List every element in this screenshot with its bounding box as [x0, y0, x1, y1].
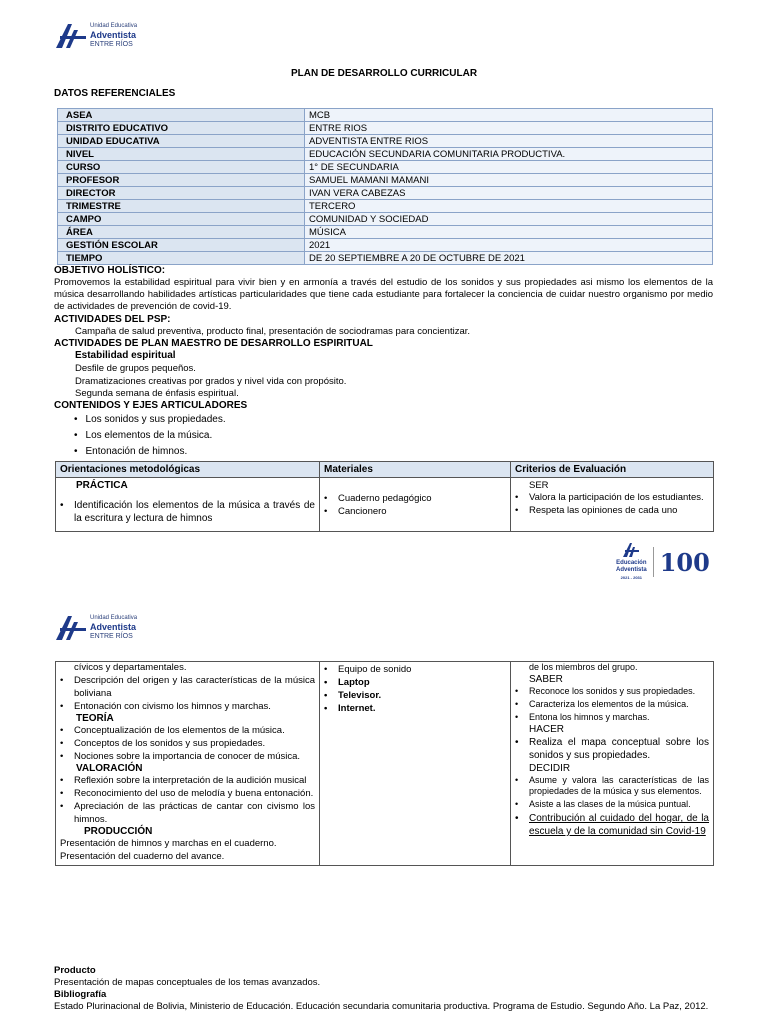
- ref-row: [58, 213, 713, 226]
- maestro-item: Segunda semana de énfasis espiritual.: [75, 388, 239, 399]
- ref-key: TRIMESTRE: [58, 200, 305, 213]
- ref-row: [58, 109, 713, 122]
- header-materiales: Materiales: [320, 462, 511, 478]
- list-item: • Valora la participación de los estudiantes.: [515, 492, 704, 503]
- list-item: • Televisor.: [324, 690, 382, 701]
- ref-row: [58, 226, 713, 239]
- list-item: • Asume y valora las características de las propiedades de la música y sus elementos.: [515, 775, 709, 796]
- ref-key: CAMPO: [58, 213, 305, 226]
- ref-row: [58, 161, 713, 174]
- producto-text: Presentación de mapas conceptuales de los temas avanzados.: [54, 977, 321, 988]
- contenido-item: • Entonación de himnos.: [74, 444, 226, 460]
- ref-row: [58, 174, 713, 187]
- ref-value: ADVENTISTA ENTRE RIOS: [305, 135, 713, 148]
- maestro-list: [75, 363, 346, 401]
- ref-value: COMUNIDAD Y SOCIEDAD: [305, 213, 713, 226]
- producto-title: Producto: [54, 965, 96, 976]
- psp-title: ACTIVIDADES DEL PSP:: [54, 314, 171, 325]
- ref-key: CURSO: [58, 161, 305, 174]
- decidir-label: DECIDIR: [529, 763, 571, 774]
- biblio-text: Estado Plurinacional de Bolivia, Ministerio de Educación. Educación secundaria comunitaria productiva. Programa de Estudio. Segundo Año. La Paz, 2012.: [54, 1001, 709, 1012]
- contenidos-title: CONTENIDOS Y EJES ARTICULADORES: [54, 400, 248, 411]
- criterios-cell-cont: [511, 662, 714, 866]
- contenidos-list: [74, 412, 226, 460]
- ref-key: UNIDAD EDUCATIVA: [58, 135, 305, 148]
- ref-key: GESTIÓN ESCOLAR: [58, 239, 305, 252]
- ref-row: [58, 148, 713, 161]
- list-item: • Nociones sobre la importancia de conocer de música.: [60, 751, 301, 762]
- ref-row: [58, 252, 713, 265]
- maestro-item: Dramatizaciones creativas por grados y nivel vida con propósito.: [75, 375, 347, 387]
- list-item: • Conceptos de los sonidos y sus propiedades.: [60, 738, 266, 749]
- maestro-item: Desfile de grupos pequeños.: [75, 363, 196, 374]
- list-item: • Caracteriza los elementos de la música.: [515, 699, 689, 709]
- list-item: • Cuaderno pedagógico: [324, 493, 432, 504]
- ref-key: PROFESOR: [58, 174, 305, 187]
- list-item: • Descripción del origen y las características de la música boliviana: [60, 675, 315, 699]
- orientaciones-cell: [56, 478, 320, 532]
- hundred-years: 100: [659, 547, 710, 577]
- continuation-text: cívicos y departamentales.: [74, 662, 187, 673]
- ref-row: [58, 239, 713, 252]
- produccion-text-1: Presentación de himnos y marchas en el cuaderno.: [60, 838, 277, 849]
- ref-value: ENTRE RIOS: [305, 122, 713, 135]
- list-item: • Conceptualización de los elementos de la música.: [60, 725, 285, 736]
- practica-label: PRÁCTICA: [76, 480, 128, 491]
- logo-line1: Unidad Educativa: [90, 23, 138, 29]
- ref-key: TIEMPO: [58, 252, 305, 265]
- produccion-text-2: Presentación del cuaderno del avance.: [60, 851, 225, 862]
- methodology-table: [55, 461, 714, 532]
- logo-line3: ENTRE RÍOS: [90, 633, 133, 640]
- list-item: • Equipo de sonido: [324, 664, 412, 675]
- criterios-cell: [511, 478, 714, 532]
- list-item: • Internet.: [324, 703, 376, 714]
- badge-line1: Educación: [616, 560, 647, 566]
- objetivo-title: OBJETIVO HOLÍSTICO:: [54, 265, 166, 276]
- ref-key: ASEA: [58, 109, 305, 122]
- reference-table: [57, 108, 713, 265]
- adventist-logo-icon: [56, 616, 86, 640]
- ref-key: ÁREA: [58, 226, 305, 239]
- saber-label: SABER: [529, 674, 563, 685]
- list-item: • Asiste a las clases de la música puntual.: [515, 799, 691, 809]
- ref-value: MCB: [305, 109, 713, 122]
- maestro-subtitle: Estabilidad espiritual: [75, 350, 176, 361]
- materiales-cell: [320, 478, 511, 532]
- teoria-label: TEORÍA: [76, 713, 114, 724]
- continuation-text: de los miembros del grupo.: [529, 662, 638, 672]
- list-item: • Apreciación de las prácticas de cantar con civismo los himnos.: [60, 801, 315, 825]
- list-item: • Entonación con civismo los himnos y marchas.: [60, 701, 271, 712]
- ref-row: [58, 122, 713, 135]
- list-item: • Reflexión sobre la interpretación de la audición musical: [60, 775, 307, 786]
- list-item: • Respeta las opiniones de cada uno: [515, 505, 678, 516]
- header-criterios: Criterios de Evaluación: [511, 462, 714, 478]
- list-item: • Contribución al cuidado del hogar, de la escuela y de la comunidad sin Covid-19: [515, 813, 709, 837]
- logo-line2: Adventista: [90, 30, 137, 40]
- ref-value: 2021: [305, 239, 713, 252]
- list-item: • Cancionero: [324, 506, 387, 517]
- biblio-title: Bibliografía: [54, 989, 107, 1000]
- ref-key: DIRECTOR: [58, 187, 305, 200]
- adventist-small-icon: [623, 543, 639, 557]
- list-item: • Reconoce los sonidos y sus propiedades.: [515, 686, 696, 696]
- ref-value: TERCERO: [305, 200, 713, 213]
- contenido-item: • Los elementos de la música.: [74, 428, 226, 444]
- valoracion-label: VALORACIÓN: [76, 763, 143, 774]
- materiales-cell-cont: [320, 662, 511, 866]
- ref-value: 1° DE SECUNDARIA: [305, 161, 713, 174]
- badge-line2: Adventista: [616, 567, 647, 573]
- underlined-text: Contribución al cuidado del hogar, de la escuela y de la comunidad sin Covid-19: [529, 813, 709, 837]
- methodology-table-continued: [55, 661, 714, 866]
- produccion-label: PRODUCCIÓN: [84, 826, 153, 837]
- header-orientaciones: Orientaciones metodológicas: [56, 462, 320, 478]
- logo-line3: ENTRE RÍOS: [90, 41, 133, 48]
- list-item: • Laptop: [324, 677, 370, 688]
- ref-row: [58, 187, 713, 200]
- psp-text: Campaña de salud preventiva, producto final, presentación de sociodramas para concientizar.: [75, 326, 471, 337]
- orientaciones-cell-cont: [56, 662, 320, 866]
- ref-row: [58, 200, 713, 213]
- education-badge: [616, 543, 710, 581]
- ref-value: MÚSICA: [305, 226, 713, 239]
- list-item: • Entona los himnos y marchas.: [515, 712, 650, 722]
- logo-line2: Adventista: [90, 622, 137, 632]
- contenido-item: • Los sonidos y sus propiedades.: [74, 412, 226, 428]
- logo-line1: Unidad Educativa: [90, 615, 138, 621]
- ser-label: SER: [529, 480, 549, 491]
- list-item: • Identificación los elementos de la música a través de la escritura y lectura de himnos: [60, 500, 315, 524]
- document-title: PLAN DE DESARROLLO CURRICULAR: [290, 68, 478, 79]
- ref-value: SAMUEL MAMANI MAMANI: [305, 174, 713, 187]
- badge-line3: 2021 - 2031: [620, 575, 643, 580]
- ref-value: DE 20 SEPTIEMBRE A 20 DE OCTUBRE DE 2021: [305, 252, 713, 265]
- producto-section: [54, 965, 713, 1013]
- list-item: • Realiza el mapa conceptual sobre los sonidos y sus propiedades.: [515, 737, 709, 761]
- adventist-logo-icon: [56, 24, 86, 48]
- school-logo: [56, 22, 137, 49]
- hacer-label: HACER: [529, 724, 565, 735]
- objetivo-text: Promovemos la estabilidad espiritual para vivir bien y en armonía a través del estudio de los sonidos y sus propiedades asi mismo los elementos de la música desarrollando habilidades artísticas particularidades que tiene cada estudiante para fortalecer la conciencia de cuidar nuestro organismo por medio de actividades de prevención de covid-19.: [54, 277, 713, 312]
- datos-title: DATOS REFERENCIALES: [54, 88, 176, 99]
- ref-key: NIVEL: [58, 148, 305, 161]
- maestro-title: ACTIVIDADES DE PLAN MAESTRO DE DESARROLLO ESPIRITUAL: [54, 338, 373, 349]
- ref-value: EDUCACIÓN SECUNDARIA COMUNITARIA PRODUCTIVA.: [305, 148, 713, 161]
- ref-row: [58, 135, 713, 148]
- ref-value: IVAN VERA CABEZAS: [305, 187, 713, 200]
- list-item: • Reconocimiento del uso de melodía y buena entonación.: [60, 788, 314, 799]
- ref-key: DISTRITO EDUCATIVO: [58, 122, 305, 135]
- school-logo-2: [56, 614, 137, 641]
